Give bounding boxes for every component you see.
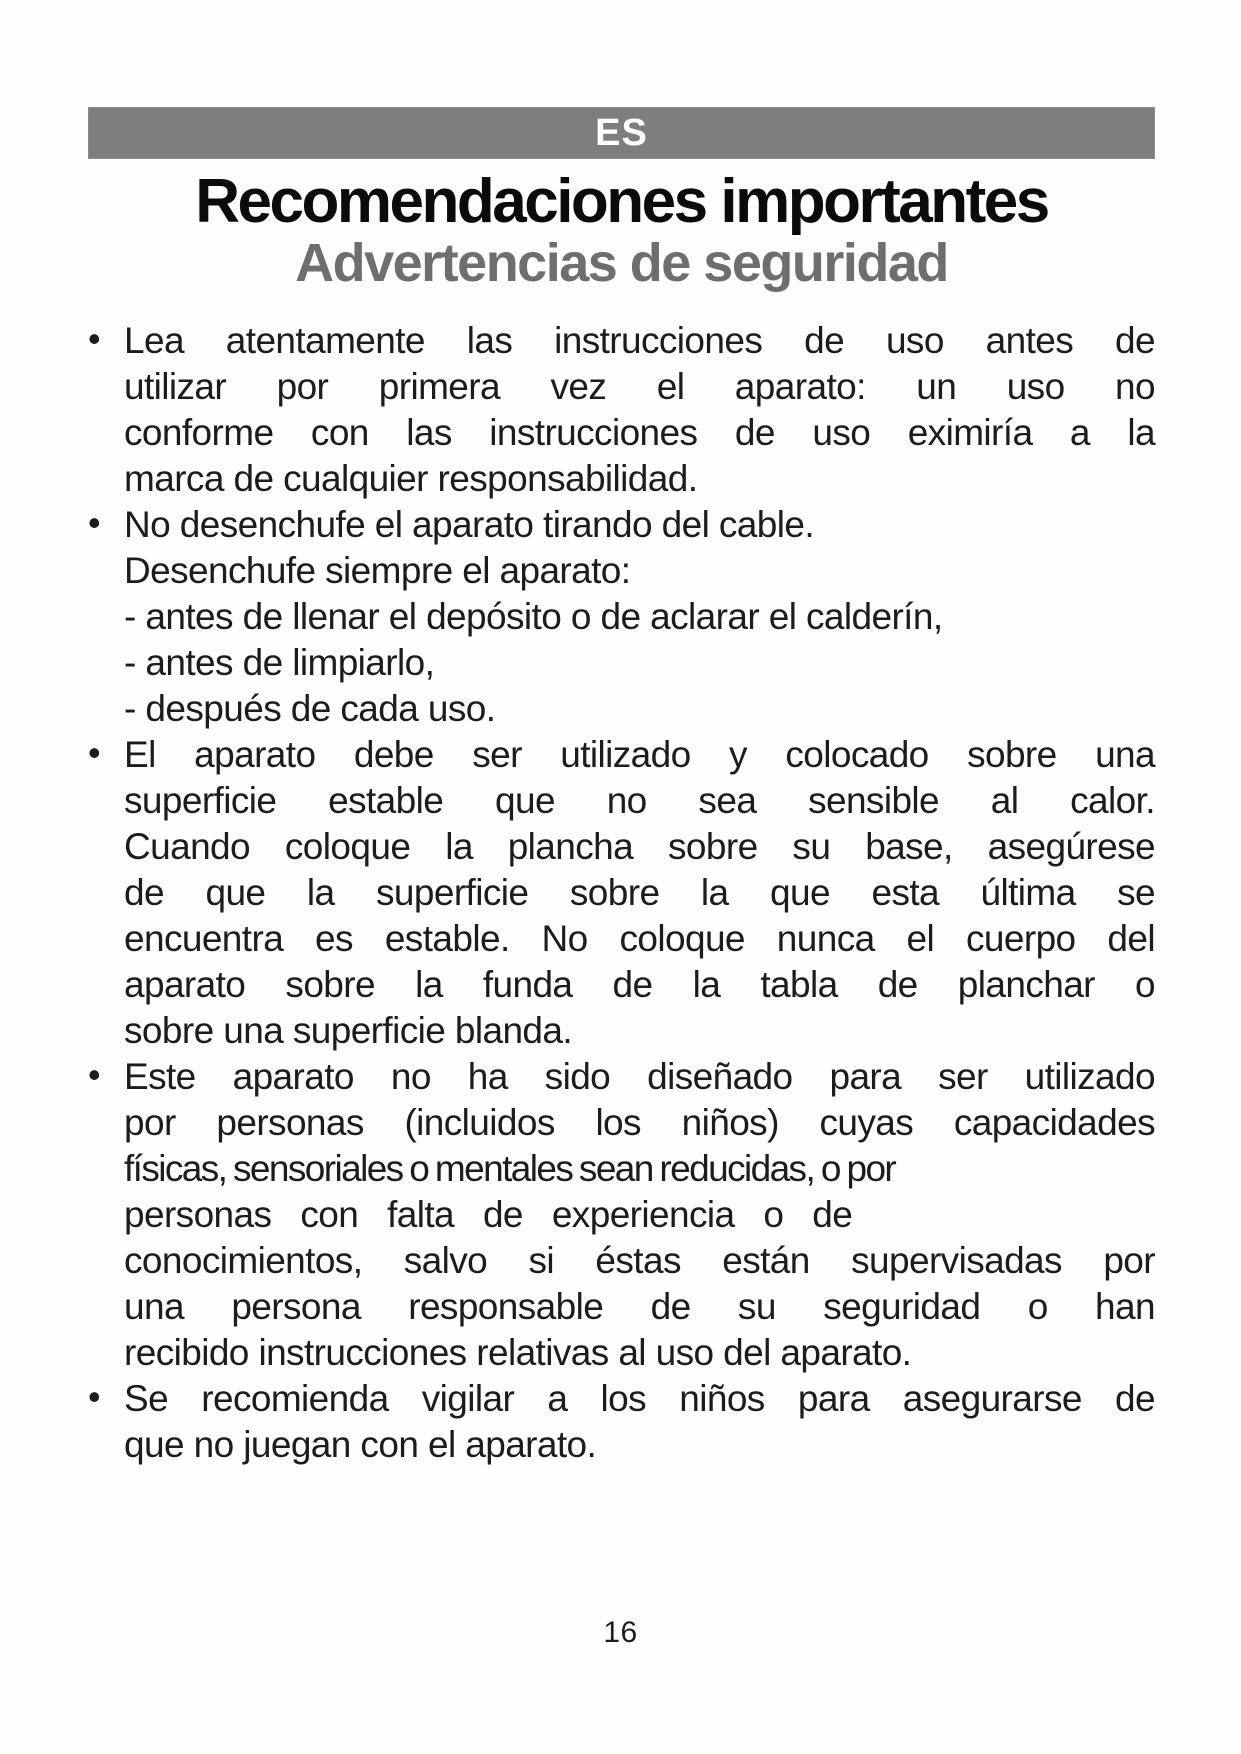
text-line: Se recomienda vigilar a los niños para asegurarse de xyxy=(124,1378,1155,1420)
text-line: Este aparato no ha sido diseñado para ser utilizado xyxy=(124,1056,1155,1098)
language-header-bar xyxy=(88,107,1155,159)
text-line: No desenchufe el aparato tirando del cable. xyxy=(124,504,815,546)
bullet-list xyxy=(88,318,1155,1468)
text-line: utilizar por primera vez el aparato: un uso no xyxy=(124,366,1155,408)
text-line: conocimientos, salvo si éstas están supervisadas por xyxy=(124,1240,1155,1282)
text-line: encuentra es estable. No coloque nunca el cuerpo del xyxy=(124,918,1155,960)
text-line: Lea atentamente las instrucciones de uso antes de xyxy=(124,320,1155,362)
bullet-marker: • xyxy=(88,502,101,544)
text-line: personas con falta de experiencia o de xyxy=(124,1194,853,1236)
bullet-item xyxy=(88,1054,1155,1376)
bullet-item xyxy=(88,502,1155,732)
text-line: Desenchufe siempre el aparato: xyxy=(124,550,631,592)
page-subtitle: Advertencias de seguridad xyxy=(295,233,948,294)
text-line: El aparato debe ser utilizado y colocado sobre una xyxy=(124,734,1155,776)
text-line: sobre una superficie blanda. xyxy=(124,1010,573,1052)
bullet-marker: • xyxy=(88,318,101,360)
bullet-marker: • xyxy=(88,1054,101,1096)
text-line: físicas, sensoriales o mentales sean reducidas, o por xyxy=(124,1148,896,1190)
text-line: recibido instrucciones relativas al uso del aparato. xyxy=(124,1332,912,1374)
page-title: Recomendaciones importantes xyxy=(195,167,1048,236)
text-line: una persona responsable de su seguridad o han xyxy=(124,1286,1155,1328)
text-line: por personas (incluidos los niños) cuyas capacidades xyxy=(124,1102,1155,1144)
bullet-marker: • xyxy=(88,1376,101,1418)
page-number: 16 xyxy=(603,1616,638,1650)
text-line: que no juegan con el aparato. xyxy=(124,1424,597,1466)
text-line: superficie estable que no sea sensible al calor. xyxy=(124,780,1155,822)
text-line: Cuando coloque la plancha sobre su base, asegúrese xyxy=(124,826,1155,868)
bullet-item xyxy=(88,732,1155,1054)
text-line: conforme con las instrucciones de uso eximiría a la xyxy=(124,412,1155,454)
bullet-marker: • xyxy=(88,732,101,774)
text-line: - antes de llenar el depósito o de aclarar el calderín, xyxy=(124,596,943,638)
text-line: - antes de limpiarlo, xyxy=(124,642,435,684)
bullet-item xyxy=(88,1376,1155,1468)
language-code-label: ES xyxy=(595,111,648,154)
text-line: - después de cada uso. xyxy=(124,688,496,730)
text-line: marca de cualquier responsabilidad. xyxy=(124,458,698,500)
text-line: de que la superficie sobre la que esta última se xyxy=(124,872,1155,914)
text-line: aparato sobre la funda de la tabla de planchar o xyxy=(124,964,1155,1006)
bullet-item xyxy=(88,318,1155,502)
